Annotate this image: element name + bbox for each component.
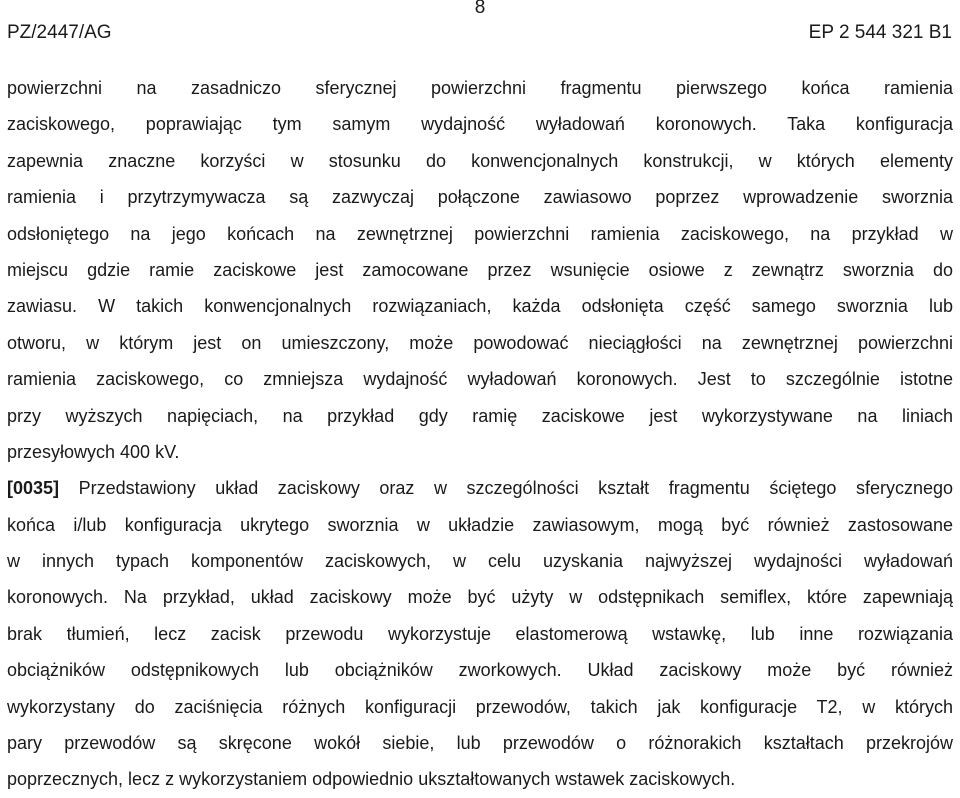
text-line: powierzchni na zasadniczo sferycznej powierzchni fragmentu pierwszego końca ramienia: [7, 78, 953, 98]
text-line: zaciskowego, poprawiając tym samym wydajność wyładowań koronowych. Taka konfiguracja: [7, 114, 953, 135]
text-line: zapewnia znaczne korzyści w stosunku do konwencjonalnych konstrukcji, w których elementy: [7, 150, 953, 171]
text-line: miejscu gdzie ramie zaciskowe jest zamocowane przez wsunięcie osiowe z zewnątrz sworznia do: [7, 259, 953, 280]
text-line: końca i/lub konfiguracja ukrytego sworznia w układzie zawiasowym, mogą być również zastosowane: [7, 514, 953, 535]
text-line: pary przewodów są skręcone wokół siebie, lub przewodów o różnorakich kształtach przekrojów: [7, 733, 953, 754]
paragraph-number: [0035]: [7, 478, 60, 499]
text-line: odsłoniętego na jego końcach na zewnętrznej powierzchni ramienia zaciskowego, na przykład w: [7, 223, 953, 244]
text-line: zawiasu. W takich konwencjonalnych rozwiązaniach, każda odsłonięta część samego sworznia lub: [7, 296, 953, 317]
paragraph-0034-continued: [7, 70, 953, 470]
text-line: ramienia zaciskowego, co zmniejsza wydajność wyładowań koronowych. Jest to szczególnie istotne: [7, 369, 953, 390]
text-line: [7, 470, 953, 506]
text-line: otworu, w którym jest on umieszczony, może powodować nieciągłości na zewnętrznej powierzchni: [7, 332, 953, 353]
text-line: w innych typach komponentów zaciskowych, w celu uzyskania najwyższej wydajności wyładowań: [7, 551, 953, 572]
paragraph-0035: [7, 470, 953, 798]
text-line-segment: Przedstawiony układ zaciskowy oraz w szczególności kształt fragmentu ściętego sferycznego: [59, 478, 953, 499]
text-line: przy wyższych napięciach, na przykład gdy ramię zaciskowe jest wykorzystywane na liniach: [7, 405, 953, 426]
text-line: poprzecznych, lecz z wykorzystaniem odpowiednio ukształtowanych wstawek zaciskowych.: [7, 769, 736, 790]
text-line: koronowych. Na przykład, układ zaciskowy może być użyty w odstępnikach semiflex, które zapewniają: [7, 587, 953, 608]
text-line: przesyłowych 400 kV.: [7, 441, 180, 462]
document-id: PZ/2447/AG: [7, 22, 112, 43]
text-line: brak tłumień, lecz zacisk przewodu wykorzystuje elastomerową wstawkę, lub inne rozwiązania: [7, 623, 953, 644]
text-line: wykorzystany do zaciśnięcia różnych konfiguracji przewodów, takich jak konfiguracje T2, w których: [7, 696, 953, 717]
text-line: obciążników odstępnikowych lub obciążników zworkowych. Układ zaciskowy może być również: [7, 660, 953, 681]
page-number: 8: [474, 0, 486, 18]
text-line: ramienia i przytrzymywacza są zazwyczaj połączone zawiasowo poprzez wprowadzenie sworznia: [7, 187, 953, 208]
document-body: [7, 70, 953, 798]
patent-number: EP 2 544 321 B1: [808, 22, 952, 43]
